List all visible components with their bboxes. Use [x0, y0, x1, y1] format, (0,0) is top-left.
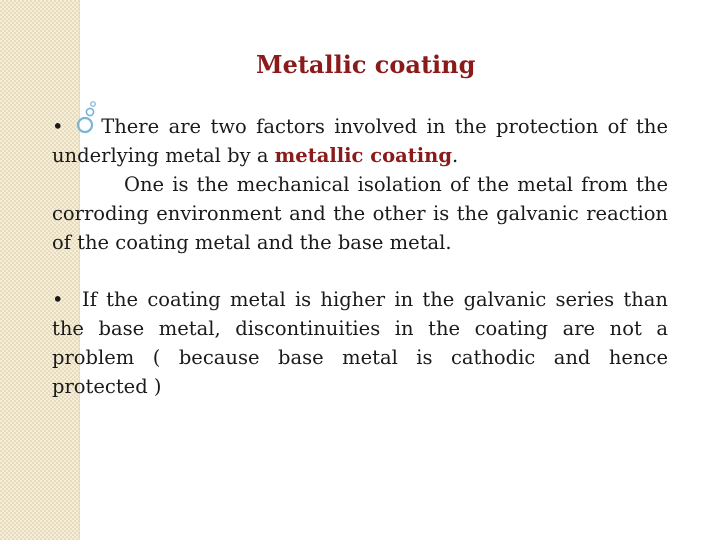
bullet-2: • — [52, 288, 64, 311]
paragraph-2 — [52, 285, 668, 401]
paragraph-1 — [52, 112, 668, 257]
paragraph-2-text: If the coating metal is higher in the galvanic series than the base metal, discontinuities in the coating are not a problem ( because base metal is cathodic and hence protected ) — [52, 288, 668, 398]
side-band-edge — [79, 0, 80, 540]
paragraph-1-continuation: One is the mechanical isolation of the metal from the corroding environment and the other is the galvanic reaction of the coating metal and the base metal. — [52, 173, 668, 254]
bullet-1: • — [52, 115, 64, 138]
paragraph-1-text: There are two factors involved in the protection of the underlying metal by a — [52, 115, 668, 167]
slide-title: Metallic coating — [256, 50, 476, 79]
metallic-coating-highlight: metallic coating — [274, 144, 452, 167]
side-pattern-band — [0, 0, 79, 540]
paragraph-1-period: . — [451, 144, 459, 167]
